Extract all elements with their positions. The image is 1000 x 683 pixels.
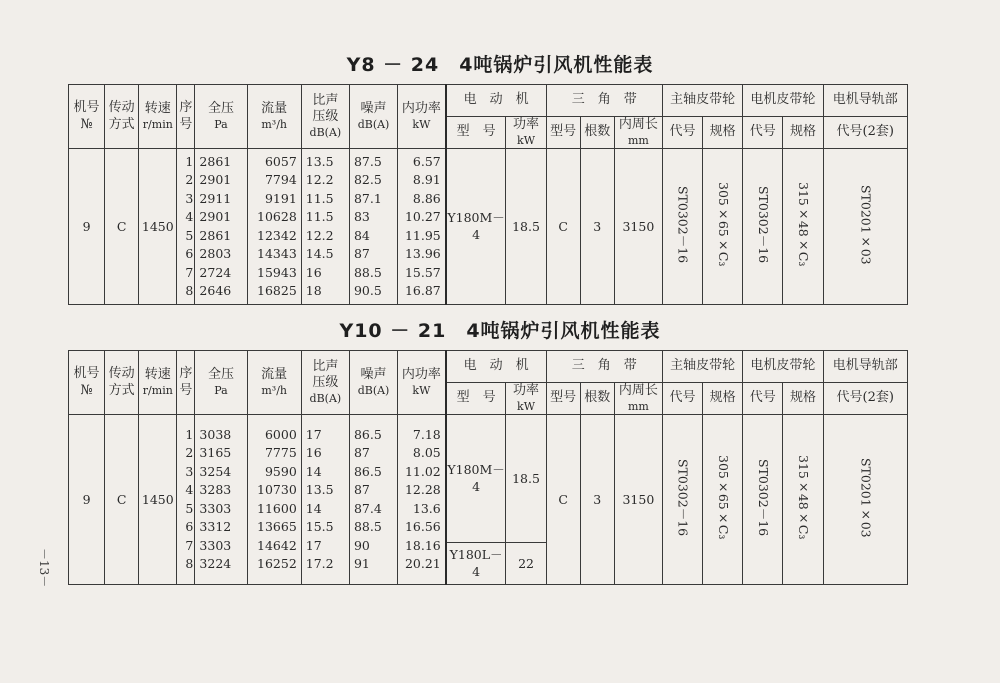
- cell-main-spec: 305×65×C₃: [703, 149, 743, 305]
- list-item: 6: [185, 246, 194, 262]
- header-daogui: 电机导轨部: [823, 351, 907, 383]
- list-item: 6: [185, 519, 194, 535]
- list-item: 5: [185, 500, 194, 516]
- header-dianji-pidailun: 电机皮带轮: [743, 85, 823, 117]
- header-zaosheng: 噪声 dB(A): [349, 351, 397, 415]
- header-bisheng: 比声 压级 dB(A): [301, 351, 349, 415]
- list-item: 87.5: [353, 153, 382, 169]
- cell-belt-length: 3150: [614, 415, 662, 585]
- cell-motor-power: 18.5: [506, 415, 546, 543]
- header-xuhao: 序 号: [177, 351, 195, 415]
- list-item: 2646: [199, 283, 232, 299]
- header-chuandong: 传动 方式: [105, 351, 139, 415]
- list-item: 88.5: [353, 519, 382, 535]
- list-item: 16: [305, 264, 322, 280]
- list-item: 6.57: [412, 153, 441, 169]
- header-quanya: 全压 Pa: [195, 85, 247, 149]
- header-main-spec: 规格: [703, 383, 743, 415]
- cell-motor-spec: 315×48×C₃: [783, 149, 823, 305]
- header-daogui: 电机导轨部: [823, 85, 907, 117]
- header-motor-power: 功率 kW: [506, 117, 546, 149]
- col-neigonglv: [398, 149, 446, 305]
- list-item: 82.5: [353, 172, 382, 188]
- list-item: 12342: [257, 227, 297, 243]
- cell-main-code: ST0302－16: [662, 149, 702, 305]
- header-belt-count: 根数: [580, 383, 614, 415]
- list-item: 15.5: [305, 519, 334, 535]
- header-sanjiaodai: 三 角 带: [546, 351, 662, 383]
- cell-zhuansu: 1450: [139, 149, 177, 305]
- header-belt-length: 内周长 mm: [614, 383, 662, 415]
- cell-main-spec: 305×65×C₃: [703, 415, 743, 585]
- list-item: 90: [353, 537, 370, 553]
- list-item: 15943: [257, 264, 297, 280]
- col-liuliang: [247, 415, 301, 585]
- cell-rail-code: ST0201×03: [823, 415, 907, 585]
- list-item: 11.02: [404, 463, 441, 479]
- header-motor-code: 代号: [743, 383, 783, 415]
- header-jihao: 机号 №: [69, 351, 105, 415]
- cell-rail-code: ST0201×03: [823, 149, 907, 305]
- cell-motor-power-2: 22: [506, 543, 546, 585]
- cell-jihao: 9: [69, 415, 105, 585]
- list-item: 9590: [264, 463, 297, 479]
- header-main-code: 代号: [662, 117, 702, 149]
- header-quanya: 全压 Pa: [195, 351, 247, 415]
- col-xuhao: [177, 415, 195, 585]
- header-main-code: 代号: [662, 383, 702, 415]
- list-item: 3312: [199, 519, 232, 535]
- list-item: 12.2: [305, 227, 334, 243]
- cell-motor-model-2: Y180L－4: [446, 543, 506, 585]
- list-item: 88.5: [353, 264, 382, 280]
- list-item: 6057: [264, 153, 297, 169]
- cell-belt-count: 3: [580, 415, 614, 585]
- list-item: 11.5: [305, 209, 334, 225]
- list-item: 13.6: [412, 500, 441, 516]
- col-quanya: [195, 415, 247, 585]
- list-item: 16.56: [404, 519, 441, 535]
- list-item: 10628: [257, 209, 297, 225]
- list-item: 8: [185, 556, 194, 572]
- list-item: 3303: [199, 500, 232, 516]
- header-neigonglv: 内功率 kW: [398, 351, 446, 415]
- header-chuandong: 传动 方式: [105, 85, 139, 149]
- list-item: 7794: [264, 172, 297, 188]
- list-item: 7775: [264, 445, 297, 461]
- list-item: 3224: [199, 556, 232, 572]
- list-item: 5: [185, 227, 194, 243]
- cell-fangshi: C: [105, 415, 139, 585]
- list-item: 15.57: [404, 264, 441, 280]
- cell-jihao: 9: [69, 149, 105, 305]
- header-belt-length: 内周长 mm: [614, 117, 662, 149]
- header-belt-model: 型号: [546, 383, 580, 415]
- performance-table-y10-21: [68, 350, 908, 585]
- list-item: 4: [185, 482, 194, 498]
- header-xuhao: 序 号: [177, 85, 195, 149]
- cell-belt-length: 3150: [614, 149, 662, 305]
- col-zaosheng: [349, 415, 397, 585]
- list-item: 87.4: [353, 500, 382, 516]
- cell-fangshi: C: [105, 149, 139, 305]
- cell-motor-model: Y180M－4: [446, 415, 506, 543]
- list-item: 1: [185, 153, 194, 169]
- header-zhuansu: 转速 r/min: [139, 85, 177, 149]
- list-item: 2901: [199, 172, 232, 188]
- list-item: 11600: [257, 500, 297, 516]
- header-motor-spec: 规格: [783, 117, 823, 149]
- list-item: 87: [353, 482, 370, 498]
- list-item: 17.2: [305, 556, 334, 572]
- list-item: 86.5: [353, 426, 382, 442]
- list-item: 10730: [257, 482, 297, 498]
- list-item: 1: [185, 426, 194, 442]
- list-item: 8.91: [412, 172, 441, 188]
- list-item: 2803: [199, 246, 232, 262]
- list-item: 9191: [264, 190, 297, 206]
- list-item: 16252: [257, 556, 297, 572]
- header-liuliang: 流量 m³/h: [247, 85, 301, 149]
- list-item: 17: [305, 426, 322, 442]
- list-item: 13665: [257, 519, 297, 535]
- header-zaosheng: 噪声 dB(A): [349, 85, 397, 149]
- header-diandongji: 电 动 机: [446, 351, 546, 383]
- header-motor-spec: 规格: [783, 383, 823, 415]
- list-item: 91: [353, 556, 370, 572]
- header-jihao: 机号 №: [69, 85, 105, 149]
- list-item: 18: [305, 283, 322, 299]
- col-zaosheng: [349, 149, 397, 305]
- list-item: 20.21: [404, 556, 441, 572]
- list-item: 8.05: [412, 445, 441, 461]
- list-item: 17: [305, 537, 322, 553]
- list-item: 2: [185, 172, 194, 188]
- list-item: 3254: [199, 463, 232, 479]
- list-item: 11.5: [305, 190, 334, 206]
- cell-motor-code: ST0302－16: [743, 149, 783, 305]
- list-item: 12.28: [404, 482, 441, 498]
- header-belt-count: 根数: [580, 117, 614, 149]
- list-item: 7: [185, 537, 194, 553]
- cell-belt-count: 3: [580, 149, 614, 305]
- list-item: 90.5: [353, 283, 382, 299]
- list-item: 10.27: [404, 209, 441, 225]
- list-item: 13.96: [404, 246, 441, 262]
- list-item: 18.16: [404, 537, 441, 553]
- list-item: 14642: [257, 537, 297, 553]
- list-item: 7: [185, 264, 194, 280]
- list-item: 16: [305, 445, 322, 461]
- list-item: 3: [185, 463, 194, 479]
- table-title-y10-21: Y10 － 21 4吨锅炉引风机性能表: [339, 320, 661, 342]
- col-bisheng: [301, 149, 349, 305]
- list-item: 7.18: [412, 426, 441, 442]
- header-motor-model: 型 号: [446, 383, 506, 415]
- header-rail-code: 代号(2套): [823, 117, 907, 149]
- table-title-y8-24: Y8 － 24 4吨锅炉引风机性能表: [346, 54, 654, 76]
- list-item: 8: [185, 283, 194, 299]
- cell-motor-spec: 315×48×C₃: [783, 415, 823, 585]
- header-motor-model: 型 号: [446, 117, 506, 149]
- cell-belt-model: C: [546, 149, 580, 305]
- col-neigonglv: [398, 415, 446, 585]
- header-diandongji: 电 动 机: [446, 85, 546, 117]
- cell-main-code: ST0302－16: [662, 415, 702, 585]
- list-item: 14.5: [305, 246, 334, 262]
- header-liuliang: 流量 m³/h: [247, 351, 301, 415]
- list-item: 12.2: [305, 172, 334, 188]
- list-item: 83: [353, 209, 370, 225]
- list-item: 2: [185, 445, 194, 461]
- list-item: 2861: [199, 227, 232, 243]
- col-bisheng: [301, 415, 349, 585]
- header-zhuzhou-pidailun: 主轴皮带轮: [662, 351, 742, 383]
- header-main-spec: 规格: [703, 117, 743, 149]
- list-item: 87: [353, 445, 370, 461]
- col-quanya: [195, 149, 247, 305]
- list-item: 3: [185, 190, 194, 206]
- list-item: 14: [305, 463, 322, 479]
- list-item: 11.95: [404, 227, 441, 243]
- list-item: 14: [305, 500, 322, 516]
- header-bisheng: 比声 压级 dB(A): [301, 85, 349, 149]
- list-item: 3303: [199, 537, 232, 553]
- cell-motor-code: ST0302－16: [743, 415, 783, 585]
- list-item: 13.5: [305, 482, 334, 498]
- list-item: 2861: [199, 153, 232, 169]
- header-motor-code: 代号: [743, 117, 783, 149]
- col-liuliang: [247, 149, 301, 305]
- cell-motor-model: Y180M－4: [446, 149, 506, 305]
- list-item: 14343: [257, 246, 297, 262]
- cell-zhuansu: 1450: [139, 415, 177, 585]
- list-item: 84: [353, 227, 370, 243]
- list-item: 3283: [199, 482, 232, 498]
- header-dianji-pidailun: 电机皮带轮: [743, 351, 823, 383]
- header-rail-code: 代号(2套): [823, 383, 907, 415]
- list-item: 86.5: [353, 463, 382, 479]
- list-item: 16825: [257, 283, 297, 299]
- cell-motor-power: 18.5: [506, 149, 546, 305]
- list-item: 4: [185, 209, 194, 225]
- col-xuhao: [177, 149, 195, 305]
- header-neigonglv: 内功率 kW: [398, 85, 446, 149]
- performance-table-y8-24: [68, 84, 908, 305]
- list-item: 3165: [199, 445, 232, 461]
- list-item: 87: [353, 246, 370, 262]
- page-number: －13－: [37, 548, 51, 588]
- list-item: 87.1: [353, 190, 382, 206]
- list-item: 2911: [199, 190, 232, 206]
- list-item: 2724: [199, 264, 232, 280]
- list-item: 13.5: [305, 153, 334, 169]
- header-belt-model: 型号: [546, 117, 580, 149]
- header-zhuzhou-pidailun: 主轴皮带轮: [662, 85, 742, 117]
- list-item: 3038: [199, 426, 232, 442]
- list-item: 8.86: [412, 190, 441, 206]
- header-sanjiaodai: 三 角 带: [546, 85, 662, 117]
- list-item: 2901: [199, 209, 232, 225]
- list-item: 16.87: [404, 283, 441, 299]
- header-motor-power: 功率 kW: [506, 383, 546, 415]
- cell-belt-model: C: [546, 415, 580, 585]
- list-item: 6000: [264, 426, 297, 442]
- header-zhuansu: 转速 r/min: [139, 351, 177, 415]
